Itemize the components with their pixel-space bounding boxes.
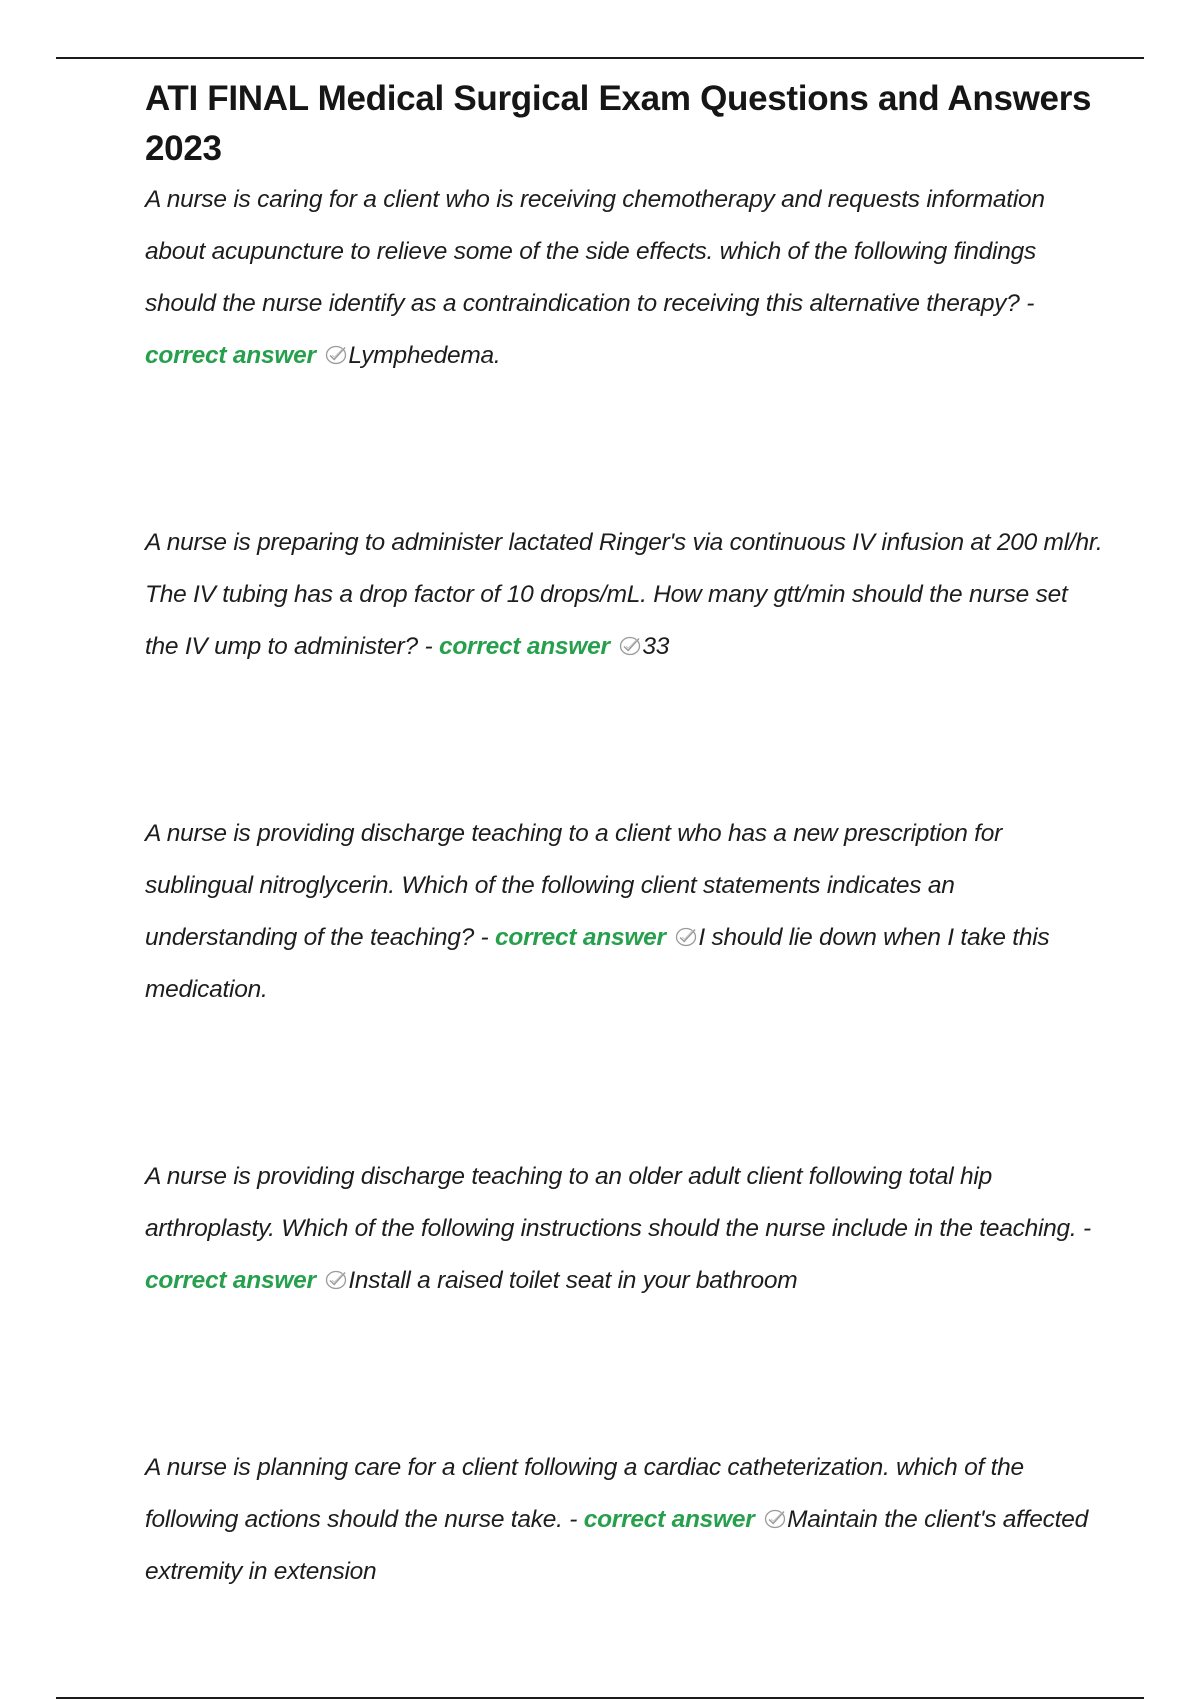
answer-text: I should lie down when I take this medication.	[145, 924, 1050, 1003]
qa-item	[145, 174, 1105, 382]
check-icon	[324, 344, 348, 366]
question-text: A nurse is preparing to administer lactated Ringer's via continuous IV infusion at 200 ml/hr. The IV tubing has a drop factor of 10 drops/mL. How many gtt/min should the nurse set the IV ump to administer? -	[145, 529, 1103, 660]
qa-item	[145, 1151, 1105, 1307]
check-icon	[674, 926, 698, 948]
answer-text: Install a raised toilet seat in your bathroom	[348, 1267, 798, 1294]
answer-label: correct answer	[438, 633, 610, 660]
question-text: A nurse is planning care for a client following a cardiac catheterization. which of the following actions should the nurse take. -	[145, 1454, 1024, 1533]
question-text: A nurse is providing discharge teaching to an older adult client following total hip arthroplasty. Which of the following instructions should the nurse include in the teaching. -	[145, 1163, 1091, 1242]
question-text: A nurse is providing discharge teaching to a client who has a new prescription for sublingual nitroglycerin. Which of the following client statements indicates an understanding of the teaching? -	[145, 820, 1002, 951]
footer-rule	[56, 1697, 1144, 1699]
document-title: ATI FINAL Medical Surgical Exam Questions and Answers 2023	[145, 79, 1092, 168]
qa-item	[145, 517, 1105, 673]
check-icon	[324, 1269, 348, 1291]
check-icon	[618, 635, 642, 657]
answer-label: correct answer	[494, 924, 666, 951]
header-rule	[56, 57, 1144, 59]
qa-item	[145, 808, 1105, 1016]
question-text: A nurse is caring for a client who is receiving chemotherapy and requests information about acupuncture to relieve some of the side effects. which of the following findings should the nurse identify as a contraindication to receiving this alternative therapy? -	[145, 186, 1045, 317]
document-page	[145, 74, 1105, 1598]
answer-label: correct answer	[145, 1267, 316, 1294]
answer-text: 33	[642, 633, 670, 660]
answer-label: correct answer	[145, 342, 316, 369]
answer-text: Lymphedema.	[348, 342, 501, 369]
qa-list	[145, 174, 1105, 1598]
qa-item	[145, 1442, 1105, 1598]
answer-text: Maintain the client's affected extremity in extension	[145, 1506, 1088, 1585]
check-icon	[763, 1508, 787, 1530]
answer-label: correct answer	[583, 1506, 755, 1533]
